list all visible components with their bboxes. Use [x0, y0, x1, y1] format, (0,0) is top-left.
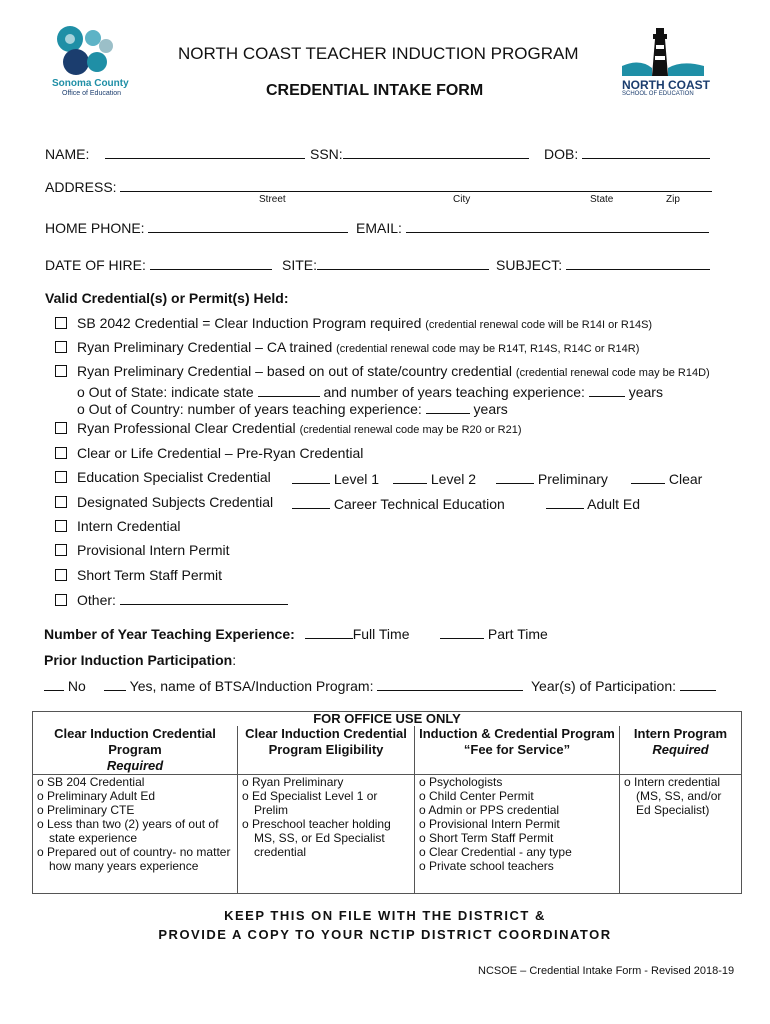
address-label: ADDRESS:	[45, 179, 117, 195]
cred-short-term-label: Short Term Staff Permit	[77, 567, 222, 583]
home-phone-field[interactable]	[148, 218, 348, 233]
ed-spec-preliminary	[496, 469, 608, 487]
checkbox[interactable]	[55, 496, 67, 508]
program-title: NORTH COAST TEACHER INDUCTION PROGRAM	[178, 44, 579, 63]
full-time-field[interactable]	[305, 624, 353, 639]
cred-prov-intern[interactable]	[55, 542, 230, 558]
list-item: o Short Term Staff Permit	[419, 831, 615, 845]
keep-on-file-line: KEEP THIS ON FILE WITH THE DISTRICT &	[224, 908, 546, 923]
prior-induction-label: Prior Induction Participation	[44, 652, 233, 668]
form-title: CREDENTIAL INTAKE FORM	[266, 82, 484, 99]
out-of-country-suffix: years	[473, 401, 508, 417]
part-time-row	[440, 624, 548, 642]
ssn-label: SSN:	[310, 146, 343, 162]
prior-years-row	[531, 676, 716, 694]
cred-ed-spec-label: Education Specialist Credential	[77, 469, 271, 485]
col4-header	[620, 726, 742, 775]
checkbox[interactable]	[55, 471, 67, 483]
phone-row	[45, 218, 348, 236]
cred-sb2042[interactable]	[55, 315, 652, 331]
list-item: o Prepared out of country- no matter how many years experience	[37, 845, 233, 873]
out-of-state-row	[77, 382, 663, 400]
list-item: o Psychologists	[419, 775, 615, 789]
north-coast-logo	[620, 28, 710, 100]
revision-note: NCSOE – Credential Intake Form - Revised 2018-19	[478, 965, 735, 977]
col1-sub: Required	[106, 758, 164, 773]
email-label: EMAIL:	[356, 220, 402, 236]
state-caption: State	[590, 194, 614, 205]
list-item: o Child Center Permit	[419, 789, 615, 803]
cte-label: Career Technical Education	[333, 496, 505, 512]
subject-label: SUBJECT:	[496, 257, 563, 273]
col4-sub: Required	[652, 742, 709, 757]
site-row	[282, 255, 489, 273]
cred-ed-spec[interactable]	[55, 469, 271, 485]
col4-body	[620, 775, 742, 894]
address-row	[45, 177, 712, 195]
cred-short-term[interactable]	[55, 567, 222, 583]
site-label: SITE:	[282, 257, 318, 273]
email-field[interactable]	[406, 218, 709, 233]
cred-ryan-pro-label: Ryan Professional Clear Credential	[77, 420, 296, 436]
prior-no-label: No	[67, 678, 86, 694]
experience-row	[44, 624, 409, 642]
cte-field[interactable]	[292, 494, 330, 509]
cred-clear-life[interactable]	[55, 445, 363, 461]
dob-row	[544, 144, 710, 162]
level1-field[interactable]	[292, 469, 330, 484]
ssn-field[interactable]	[343, 144, 529, 159]
north-coast-logo-subtext: SCHOOL OF EDUCATION	[622, 91, 694, 97]
out-of-country-label: o Out of Country: number of years teaching experience:	[77, 401, 422, 417]
list-item: o Intern credential (MS, SS, and/or Ed Specialist)	[624, 775, 737, 817]
checkbox[interactable]	[55, 544, 67, 556]
date-of-hire-field[interactable]	[150, 255, 272, 270]
checkbox[interactable]	[55, 341, 67, 353]
prior-induction-heading: Prior Induction Participation:	[44, 652, 237, 668]
col2-title: Clear Induction Credential Program Eligibility	[245, 726, 407, 757]
list-item: o SB 204 Credential	[37, 775, 233, 789]
credentials-heading: Valid Credential(s) or Permit(s) Held:	[45, 290, 289, 306]
name-row	[45, 144, 305, 162]
cred-designated[interactable]	[55, 494, 273, 510]
col3-header	[415, 726, 620, 775]
adult-ed-label: Adult Ed	[587, 496, 641, 512]
lighthouse-icon	[620, 28, 710, 78]
checkbox[interactable]	[55, 317, 67, 329]
email-row	[356, 218, 709, 236]
list-item: o Provisional Intern Permit	[419, 817, 615, 831]
street-caption: Street	[259, 194, 286, 205]
cred-sb2042-label: SB 2042 Credential = Clear Induction Program required	[77, 315, 422, 331]
prior-program-field[interactable]	[377, 676, 523, 691]
list-item: o Preliminary Adult Ed	[37, 789, 233, 803]
dob-field[interactable]	[582, 144, 710, 159]
office-use-table	[32, 711, 742, 894]
home-phone-label: HOME PHONE:	[45, 220, 145, 236]
name-field[interactable]	[105, 144, 305, 159]
preliminary-field[interactable]	[496, 469, 534, 484]
out-of-state-years-label: and number of years teaching experience:	[323, 384, 585, 400]
dob-label: DOB:	[544, 146, 579, 162]
part-time-label: Part Time	[487, 626, 548, 642]
city-caption: City	[453, 194, 471, 205]
experience-label: Number of Year Teaching Experience:	[44, 626, 295, 642]
col2-body	[238, 775, 415, 894]
adult-ed-field[interactable]	[546, 494, 584, 509]
checkbox[interactable]	[55, 594, 67, 606]
list-item: o Admin or PPS credential	[419, 803, 615, 817]
cred-ryan-ca-note: (credential renewal code may be R14T, R14S, R14C or R14R)	[336, 343, 640, 355]
checkbox[interactable]	[55, 447, 67, 459]
cred-ryan-out-note: (credential renewal code may be R14D)	[515, 367, 710, 379]
list-item: o Private school teachers	[419, 859, 615, 873]
address-field[interactable]	[120, 177, 712, 192]
sonoma-logo-subtext: Office of Education	[62, 90, 122, 97]
designated-cte	[292, 494, 505, 512]
north-coast-logo-text: NORTH COAST	[622, 78, 710, 92]
clear-label: Clear	[668, 471, 703, 487]
preliminary-label: Preliminary	[537, 471, 608, 487]
ssn-row	[310, 144, 529, 162]
prior-no-row	[44, 676, 86, 694]
sonoma-logo-graphic-icon	[50, 22, 120, 78]
col3-sub: “Fee for Service”	[463, 742, 571, 757]
zip-caption: Zip	[666, 194, 680, 205]
provide-copy-line: PROVIDE A COPY TO YOUR NCTIP DISTRICT COORDINATOR	[158, 927, 612, 942]
cred-sb2042-note: (credential renewal code will be R14I or R14S)	[425, 319, 653, 331]
checkbox[interactable]	[55, 569, 67, 581]
col3-body	[415, 775, 620, 894]
prior-no-field[interactable]	[44, 676, 64, 691]
cred-ryan-out-label: Ryan Preliminary Credential – based on out of state/country credential	[77, 363, 513, 379]
col3-title: Induction & Credential Program	[419, 726, 615, 741]
list-item: o Preschool teacher holding MS, SS, or Ed Specialist credential	[242, 817, 410, 859]
prior-years-field[interactable]	[680, 676, 716, 691]
cred-designated-label: Designated Subjects Credential	[77, 494, 274, 510]
out-of-state-label: o Out of State: indicate state	[77, 384, 254, 400]
list-item: o Clear Credential - any type	[419, 845, 615, 859]
site-field[interactable]	[317, 255, 489, 270]
col4-title: Intern Program	[633, 726, 728, 741]
designated-adult-ed	[546, 494, 640, 512]
cred-ryan-out[interactable]	[55, 363, 710, 379]
other-field[interactable]	[120, 590, 288, 605]
cred-ryan-ca[interactable]	[55, 339, 639, 355]
level1-label: Level 1	[333, 471, 380, 487]
list-item: o Preliminary CTE	[37, 803, 233, 817]
prior-yes-field[interactable]	[104, 676, 126, 691]
prior-yes-label: Yes, name of BTSA/Induction Program:	[129, 678, 374, 694]
checkbox[interactable]	[55, 520, 67, 532]
ed-spec-level2	[393, 469, 476, 487]
checkbox[interactable]	[55, 365, 67, 377]
list-item: o Less than two (2) years of out of state experience	[37, 817, 233, 845]
out-of-country-field[interactable]	[426, 399, 470, 414]
part-time-field[interactable]	[440, 624, 484, 639]
sonoma-logo-text: Sonoma County	[52, 78, 129, 89]
col1-body	[33, 775, 238, 894]
out-of-state-years-suffix: years	[628, 384, 663, 400]
cred-ryan-ca-label: Ryan Preliminary Credential – CA trained	[77, 339, 333, 355]
clear-field[interactable]	[631, 469, 665, 484]
cred-intern[interactable]	[55, 518, 181, 534]
col1-title: Clear Induction Credential Program	[54, 726, 216, 757]
cred-prov-intern-label: Provisional Intern Permit	[77, 542, 230, 558]
cred-other[interactable]	[55, 590, 288, 608]
hire-row	[45, 255, 272, 273]
out-of-country-row	[77, 399, 508, 417]
out-of-state-years-field[interactable]	[589, 382, 625, 397]
cred-ryan-pro-note: (credential renewal code may be R20 or R21)	[299, 424, 522, 436]
cred-ryan-pro[interactable]	[55, 420, 522, 436]
subject-field[interactable]	[566, 255, 710, 270]
level2-label: Level 2	[430, 471, 477, 487]
cred-clear-life-label: Clear or Life Credential – Pre-Ryan Credential	[77, 445, 364, 461]
col1-header	[33, 726, 238, 775]
level2-field[interactable]	[393, 469, 427, 484]
col2-header	[238, 726, 415, 775]
prior-years-label: Year(s) of Participation:	[531, 678, 676, 694]
ed-spec-clear	[631, 469, 702, 487]
out-of-state-field[interactable]	[258, 382, 320, 397]
subject-row	[496, 255, 710, 273]
cred-other-label: Other:	[77, 592, 116, 608]
sonoma-county-logo	[50, 22, 129, 100]
name-label: NAME:	[45, 146, 90, 162]
prior-yes-row	[104, 676, 523, 694]
list-item: o Ryan Preliminary	[242, 775, 410, 789]
ed-spec-level1	[292, 469, 379, 487]
checkbox[interactable]	[55, 422, 67, 434]
full-time-label: Full Time	[352, 626, 410, 642]
date-of-hire-label: DATE OF HIRE:	[45, 257, 146, 273]
cred-intern-label: Intern Credential	[77, 518, 181, 534]
office-use-heading: FOR OFFICE USE ONLY	[33, 712, 742, 727]
list-item: o Ed Specialist Level 1 or Prelim	[242, 789, 410, 817]
